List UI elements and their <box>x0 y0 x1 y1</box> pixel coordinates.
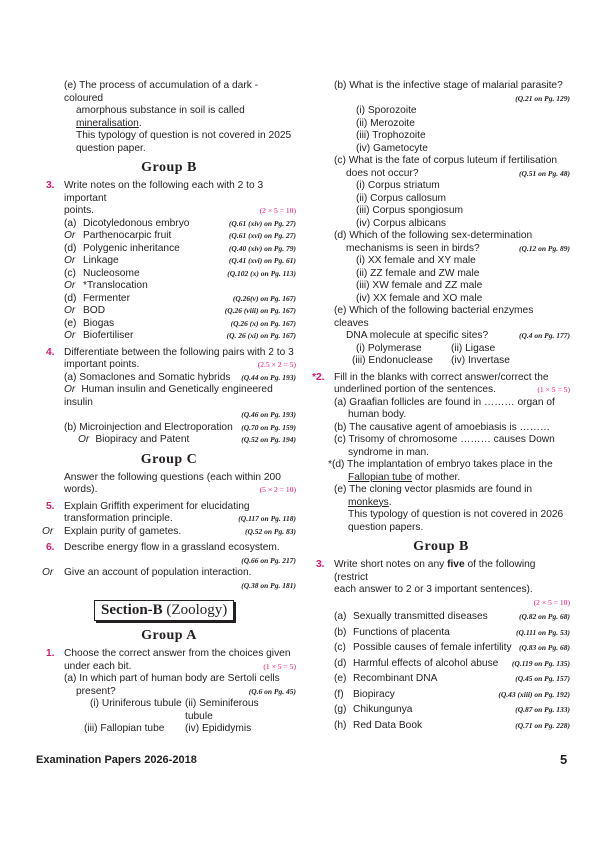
options-list <box>312 180 570 230</box>
left-column: (e) The process of accumulation of a dark - coloured amorphous substance in soil is called mineralisation. This typology of question is not covered in 2025 question paper. Group B 3. Write notes on the following each with 2 to 3 important points. (2 × 5 = 10) (Q.61 (xiv) on Pg. 27) (a) Dicotyledonous embryo (Q.61 (xvi) on Pg. 27) Or Parthenocarpic fruit (Q.40 (xiv) on Pg. 79) (d) Polygenic inheritance (Q.41 (xvi) on Pg. 61) Or Linkage (Q.102 (x) on Pg. 113) (c) Nucleosome Or *Translocation (Q.26(v) on Pg. 167) (d) Fermenter (Q.26 (viii) on Pg. 167) Or BOD (Q.26 (x) on Pg. 167) (e) Biogas (Q. 26 (xi) on Pg. 167) Or Biofertiliser 4. Differentiate between the following pairs with 2 to 3 important points. (2.5 × 2 = 5) (a) Somaclones and Somatic hybrids (Q.44 on Pg. 193) Or Human insulin and Genetically engineered insulin (Q.46 on Pg. 193) (b) Microinjection and Electroporation (Q.70 on Pg. 159) Or Biopiracy and Patent (Q.52 on Pg. 194) Group C Answer the following questions (each within 200 words). (5 × 2 = 10) 5. Explain Griffith experiment for elucidating transformation principle. (Q.117 on Pg. 118) Or Explain purity of gametes. (Q.52 on Pg. 83) 6. Describe energy flow in a grassland ecosystem. (Q.66 on Pg. 217) Or Give an account of population interaction. (Q.38 on Pg. 181) Section-B (Zoology) Group A 1. Choose the correct answer from the choices given under each bit. (1 × 5 = 5) (a) In which part of human body are Sertoli cells present? (Q.6 on Pg. 45) (i) Uriniferous tubule (ii) Seminiferous tubule (iii) Fallopian tube (iv) Epididymis <box>42 80 296 734</box>
item-text: Parthenocarpic fruit <box>83 230 172 241</box>
item-text: Biopiracy <box>353 688 395 700</box>
item-text: Red Data Book <box>353 719 423 731</box>
list-item <box>42 255 296 268</box>
item-text: Biofertiliser <box>83 330 134 341</box>
list-item <box>42 243 296 256</box>
page-number: 5 <box>560 752 568 767</box>
item-text: Sexually transmitted diseases <box>353 611 488 622</box>
list-item <box>42 293 296 306</box>
group-heading: Group B <box>141 160 197 175</box>
page-reference: (Q.45 on Pg. 157) <box>515 674 570 683</box>
underlined-term: mineralisation <box>76 117 139 129</box>
question-2: *2. Fill in the blanks with correct answer/correct the <box>312 371 549 383</box>
group-heading: Group B <box>413 539 469 554</box>
options-row: (i) Uriniferous tubule (ii) Seminiferous tubule <box>90 698 259 722</box>
item-marker: (d) <box>334 657 347 669</box>
option-item: (iii) XW female and ZZ male <box>356 280 483 291</box>
question-3: 3. Write notes on the following each with 2 to 3 important <box>46 180 264 204</box>
options-row: (i) Polymerase (ii) Ligase <box>356 342 496 354</box>
option-item: (iii) Trophozoite <box>356 130 426 141</box>
list-item <box>312 718 570 734</box>
right-column: (b) What is the infective stage of malarial parasite? (Q.21 on Pg. 129) (i) Sporozoite (ii) Merozoite (iii) Trophozoite (iv) Gametocyte (c) What is the fate of corpus luteum if fertilisation does not occur? (Q.51 on Pg. 48) (i) Corpus striatum (ii) Corpus callosum (iii) Corpus spongiosum (iv) Corpus albicans (d) Which of the following sex-determination mechanisms is seen in birds? (Q.12 on Pg. 89) (i) XX female and XY male (ii) ZZ female and ZW male (iii) XW female and ZZ male (iv) XX female and XO male (e) Which of the following bacterial enzymes cleaves DNA molecule at specific sites? (Q.4 on Pg. 177) (i) Polymerase (ii) Ligase (iii) Endonuclease (iv) Invertase *2. Fill in the blanks with correct answer/correct the underlined portion of the sentences. (1 × 5 = 5) (a) Graafian follicles are found in ……… organ of human body. (b) The causative agent of amoebiasis is ……… (c) Trisomy of chromosome ……… causes Down syndrome in man. *(d) The implantation of embryo takes place in the Fallopian tube of mother. (e) The cloning vector plasmids are found in monkeys. This typology of question is not covered in 2026 question papers. Group B 3. Write short notes on any five of the following (restrict each answer to 2 or 3 important sentences). (2 × 5 = 10) (Q.82 on Pg. 68) (a) Sexually transmitted diseases (Q.111 on Pg. 53) (b) Functions of placenta (Q.83 on Pg. 68) (c) Possible causes of female infertility (Q.119 on Pg. 135) (d) Harmful effects of alcohol abuse (Q.45 on Pg. 157) (e) Recombinant DNA (Q.43 (xiii) on Pg. 192) (f) Biopiracy (Q.87 on Pg. 133) (g) Chikungunya (Q.71 on Pg. 228) (h) Red Data Book <box>312 80 570 733</box>
item-marker: Or <box>64 305 76 316</box>
list-item <box>42 318 296 331</box>
item-text: Recombinant DNA <box>353 673 438 684</box>
options-list <box>312 255 570 305</box>
question-1: 1. Choose the correct answer from the choices given <box>46 648 291 659</box>
option-item: (iii) Corpus spongiosum <box>356 205 464 216</box>
group-heading: Group A <box>141 628 197 643</box>
item-marker: (e) <box>64 317 77 329</box>
item-text: BOD <box>83 305 106 316</box>
item-text: Biogas <box>83 317 115 329</box>
question-text: (e) The process of accumulation of a dark - coloured <box>64 80 259 104</box>
list-item <box>312 609 570 625</box>
item-marker: (e) <box>334 673 347 684</box>
question-3-zoology-items <box>312 609 570 733</box>
item-marker: (a) <box>334 611 347 622</box>
list-item <box>42 268 296 281</box>
item-text: Functions of placenta <box>353 626 450 638</box>
option-item: (i) Corpus striatum <box>356 180 440 191</box>
item-marker: Or <box>64 280 76 291</box>
item-marker: (b) <box>334 626 347 638</box>
item-marker: (h) <box>334 719 347 731</box>
list-item <box>312 656 570 672</box>
options-row: (iii) Endonuclease (iv) Invertase <box>352 355 510 366</box>
option-item: (i) XX female and XY male <box>356 255 476 266</box>
list-item <box>42 330 296 343</box>
marks-label: (2 × 5 = 10) <box>259 206 296 215</box>
page-reference: (Q.71 on Pg. 228) <box>515 720 570 730</box>
underlined-term: monkeys <box>348 496 389 508</box>
item-text: Chikungunya <box>353 704 413 715</box>
page-reference: (Q.82 on Pg. 68) <box>518 612 570 621</box>
option-item: (ii) Merozoite <box>356 117 415 129</box>
list-item <box>42 218 296 231</box>
list-item <box>312 687 570 703</box>
page-reference: (Q.40 (xiv) on Pg. 79) <box>228 243 296 253</box>
item-marker: Or <box>64 255 76 266</box>
item-text: Polygenic inheritance <box>83 242 180 254</box>
page-reference: (Q. 26 (xi) on Pg. 167) <box>226 331 296 340</box>
page-reference: (Q.83 on Pg. 68) <box>518 643 570 652</box>
list-item <box>312 625 570 641</box>
item-marker: (c) <box>334 642 346 653</box>
option-item: (ii) ZZ female and ZW male <box>356 267 480 279</box>
section-title: Section-B (Zoology) <box>94 600 234 621</box>
list-item <box>42 305 296 318</box>
options-list <box>312 105 570 155</box>
question-5: 5. Explain Griffith experiment for elucidating <box>46 500 250 512</box>
page-reference: (Q.26 (viii) on Pg. 167) <box>224 306 296 315</box>
page-reference: (Q.61 (xiv) on Pg. 27) <box>228 218 296 228</box>
item-text: Nucleosome <box>83 267 140 279</box>
typology-note: This typology of question is not covered in 2025 <box>76 130 292 141</box>
item-text: *Translocation <box>83 280 148 291</box>
item-text: Linkage <box>83 255 119 266</box>
page-reference: (Q.119 on Pg. 135) <box>511 658 570 668</box>
list-item <box>312 671 570 687</box>
item-text: Fermenter <box>83 292 130 304</box>
page-reference: (Q.61 (xvi) on Pg. 27) <box>228 231 296 240</box>
item-marker: (c) <box>64 267 76 279</box>
option-item: (iv) XX female and XO male <box>356 292 483 304</box>
options-row: (iii) Fallopian tube (iv) Epididymis <box>84 723 252 734</box>
option-item: (ii) Corpus callosum <box>356 192 447 204</box>
page-reference: (Q.26(v) on Pg. 167) <box>232 293 296 303</box>
item-marker: Or <box>64 330 76 341</box>
option-item: (iv) Corpus albicans <box>356 217 447 229</box>
item-marker: (f) <box>334 688 344 700</box>
item-marker: (a) <box>64 217 77 229</box>
question-4: 4. Differentiate between the following pairs with 2 to 3 <box>46 346 294 358</box>
page-reference: (Q.111 on Pg. 53) <box>516 627 570 637</box>
item-marker: (d) <box>64 242 77 254</box>
option-item: (i) Sporozoite <box>356 105 417 116</box>
item-marker: (d) <box>64 292 77 304</box>
footer-title: Examination Papers 2026-2018 <box>36 754 197 766</box>
option-item: (iv) Gametocyte <box>356 142 428 154</box>
item-marker: (g) <box>334 704 347 715</box>
page-reference: (Q.41 (xvi) on Pg. 61) <box>228 256 296 265</box>
list-item <box>42 280 296 293</box>
item-text: Harmful effects of alcohol abuse <box>353 657 499 669</box>
question-6: 6. Describe energy flow in a grassland ecosystem. <box>46 542 280 553</box>
underlined-term: Fallopian tube <box>348 471 413 483</box>
list-item <box>312 640 570 656</box>
question-3-items <box>42 218 296 343</box>
item-text: Dicotyledonous embryo <box>83 217 190 229</box>
item-text: Possible causes of female infertility <box>353 642 512 653</box>
list-item <box>312 702 570 718</box>
page-reference: (Q.87 on Pg. 133) <box>515 705 570 714</box>
group-c-instruction: Answer the following questions (each within 200 <box>64 471 281 483</box>
page-reference: (Q.102 (x) on Pg. 113) <box>227 268 296 278</box>
group-heading: Group C <box>140 451 198 467</box>
question-3-zoology: 3. Write short notes on any five of the following (restrict <box>316 559 536 583</box>
page-reference: (Q.26 (x) on Pg. 167) <box>230 318 296 328</box>
item-marker: Or <box>64 230 76 241</box>
typology-note: This typology of question is not covered in 2026 <box>348 509 564 520</box>
page-reference: (Q.43 (xiii) on Pg. 192) <box>498 689 570 699</box>
list-item <box>42 230 296 243</box>
